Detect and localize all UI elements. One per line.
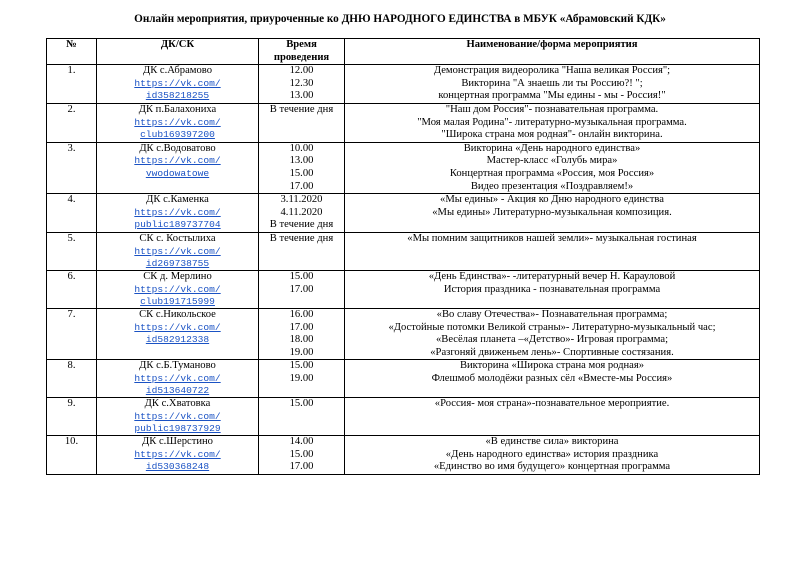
event-cell [345,308,760,359]
event-cell [345,232,760,270]
event-line: "Наш дом Россия"- познавательная программа. [445,103,659,115]
org-link-line1[interactable]: https://vk.com/ [134,321,221,333]
event-line: "Моя малая Родина"- литературно-музыкальная программа. [417,116,687,128]
time-cell [259,436,345,475]
time-value: 4.11.2020 [280,206,323,218]
time-value: 12.30 [289,77,314,89]
org-link-line1[interactable]: https://vk.com/ [134,448,221,460]
row-number: 8. [47,360,97,398]
time-value: 10.00 [289,142,314,154]
time-cell [259,103,345,142]
org-link-line2[interactable]: id513640722 [145,385,210,397]
time-value: 17.00 [289,461,314,473]
time-value: В течение дня [269,219,334,231]
org-link-line1[interactable]: https://vk.com/ [134,116,221,128]
event-line: «Мы помним защитников нашей земли»- музыкальная гостиная [407,232,697,244]
org-link-line2[interactable]: id582912338 [145,333,210,345]
org-link-line1[interactable]: https://vk.com/ [134,77,221,89]
table-row [47,360,760,398]
header-time-line1: Время [286,39,317,50]
time-cell [259,360,345,398]
table-row [47,65,760,104]
org-name: СК с.Никольское [139,308,216,320]
org-link-line2[interactable]: public189737704 [134,218,221,230]
org-name: ДК с.Водоватово [139,142,216,154]
table-header-row [47,39,760,65]
event-cell [345,65,760,104]
event-line: «Во славу Отечества»- Познавательная программа; [436,308,668,320]
header-time [259,39,345,65]
time-cell [259,270,345,308]
event-line: «Мы едины» - Акция ко Дню народного единства [440,194,664,206]
table-row [47,142,760,193]
event-line: "Широка страна моя родная"- онлайн викторина. [441,129,663,141]
time-value: 14.00 [289,436,314,448]
event-line: Викторина «Широка страна моя родная» [459,360,645,372]
org-link-line2[interactable]: club169397200 [140,128,215,140]
time-value: 15.00 [289,360,314,372]
event-cell [345,398,760,436]
org-cell [97,142,259,193]
event-line: «Единство во имя будущего» концертная программа [433,461,671,473]
org-name: СК с. Костылиха [139,232,216,244]
header-num: № [47,39,97,65]
org-link-line1[interactable]: https://vk.com/ [134,410,221,422]
org-name: ДК с.Каменка [146,194,209,206]
event-line: Викторина "А знаешь ли ты Россию?! "; [461,77,643,89]
org-link-line1[interactable]: https://vk.com/ [134,245,221,257]
event-line: «День Единства»- -литературный вечер Н. Карауловой [428,270,676,282]
org-cell [97,194,259,233]
org-link-line2[interactable]: id358218255 [145,89,210,101]
time-value: 17.00 [289,321,314,333]
time-cell [259,232,345,270]
event-line: концертная программа "Мы едины - мы - Россия!" [438,90,666,102]
org-link-line1[interactable]: https://vk.com/ [134,372,221,384]
org-cell [97,103,259,142]
org-cell [97,232,259,270]
time-value: 12.00 [289,65,314,77]
org-name: ДК с.Хватовка [144,398,211,410]
org-link-line2[interactable]: id269738755 [145,257,210,269]
event-line: Концертная программа «Россия, моя Россия» [449,167,655,179]
events-table [46,38,760,475]
time-value: 19.00 [289,372,314,384]
event-line: Демонстрация видеоролика "Наша великая Россия"; [433,65,671,77]
time-value: 17.00 [289,283,314,295]
org-name: СК д. Мерлино [143,270,212,282]
org-cell [97,308,259,359]
org-cell [97,65,259,104]
org-cell [97,360,259,398]
time-value: 15.00 [289,270,314,282]
table-row [47,103,760,142]
row-number: 1. [47,65,97,104]
org-name: ДК с.Шерстино [142,436,213,448]
time-value: 3.11.2020 [280,194,323,206]
event-cell [345,360,760,398]
time-value: В течение дня [269,103,334,115]
org-name: ДК с.Б.Туманово [139,360,216,372]
table-row [47,270,760,308]
org-link-line1[interactable]: https://vk.com/ [134,155,221,167]
org-link-line2[interactable]: vwodowatowe [145,167,210,179]
org-link-line1[interactable]: https://vk.com/ [134,206,221,218]
time-value: 13.00 [289,90,314,102]
org-name: ДК с.Абрамово [142,65,213,77]
event-cell [345,270,760,308]
row-number: 9. [47,398,97,436]
time-cell [259,142,345,193]
row-number: 6. [47,270,97,308]
header-org: ДК/СК [97,39,259,65]
org-cell [97,398,259,436]
event-line: «Россия- моя страна»-познавательное мероприятие. [434,398,670,410]
org-link-line2[interactable]: public198737929 [134,423,221,435]
event-cell [345,103,760,142]
event-line: Мастер-класс «Голубь мира» [486,155,618,167]
row-number: 3. [47,142,97,193]
event-line: «Мы едины» Литературно-музыкальная композиция. [432,206,672,218]
row-number: 5. [47,232,97,270]
event-line: «В единстве сила» викторина [485,436,619,448]
header-name: Наименование/форма мероприятия [345,39,760,65]
event-line: «День народного единства» история праздника [445,448,659,460]
table-row [47,194,760,233]
event-line: «Достойные потомки Великой страны»- Литературно-музыкальный час; [388,321,716,333]
time-value: 18.00 [289,334,314,346]
time-value: В течение дня [269,232,334,244]
table-row [47,232,760,270]
time-value: 15.00 [289,398,314,410]
org-link-line1[interactable]: https://vk.com/ [134,283,221,295]
time-cell [259,398,345,436]
row-number: 2. [47,103,97,142]
org-cell [97,436,259,475]
table-row [47,436,760,475]
event-line: Викторина «День народного единства» [463,142,641,154]
row-number: 10. [47,436,97,475]
org-name: ДК п.Балахониха [138,103,217,115]
time-cell [259,65,345,104]
event-line: Флешмоб молодёжи разных сёл «Вместе-мы Россия» [431,372,673,384]
time-value: 15.00 [289,448,314,460]
event-line: Видео презентация «Поздравляем!» [470,180,634,192]
time-value: 17.00 [289,180,314,192]
event-line: «Разгоняй движеньем лень»- Спортивные состязания. [430,346,674,358]
header-time-line2: проведения [273,51,330,63]
event-cell [345,436,760,475]
time-value: 16.00 [289,308,314,320]
time-cell [259,308,345,359]
org-link-line2[interactable]: id530368248 [145,461,210,473]
document-title: Онлайн мероприятия, приуроченные ко ДНЮ НАРОДНОГО ЕДИНСТВА в МБУК «Абрамовский КДК» [134,13,666,25]
time-value: 19.00 [289,346,314,358]
table-row [47,398,760,436]
event-line: История праздника - познавательная программа [443,283,661,295]
table-row [47,308,760,359]
org-link-line2[interactable]: club191715999 [140,295,215,307]
row-number: 7. [47,308,97,359]
event-line: «Весёлая планета –«Детство»- Игровая программа; [435,334,669,346]
event-cell [345,194,760,233]
org-cell [97,270,259,308]
time-cell [259,194,345,233]
time-value: 13.00 [289,155,314,167]
time-value: 15.00 [289,167,314,179]
row-number: 4. [47,194,97,233]
event-cell [345,142,760,193]
